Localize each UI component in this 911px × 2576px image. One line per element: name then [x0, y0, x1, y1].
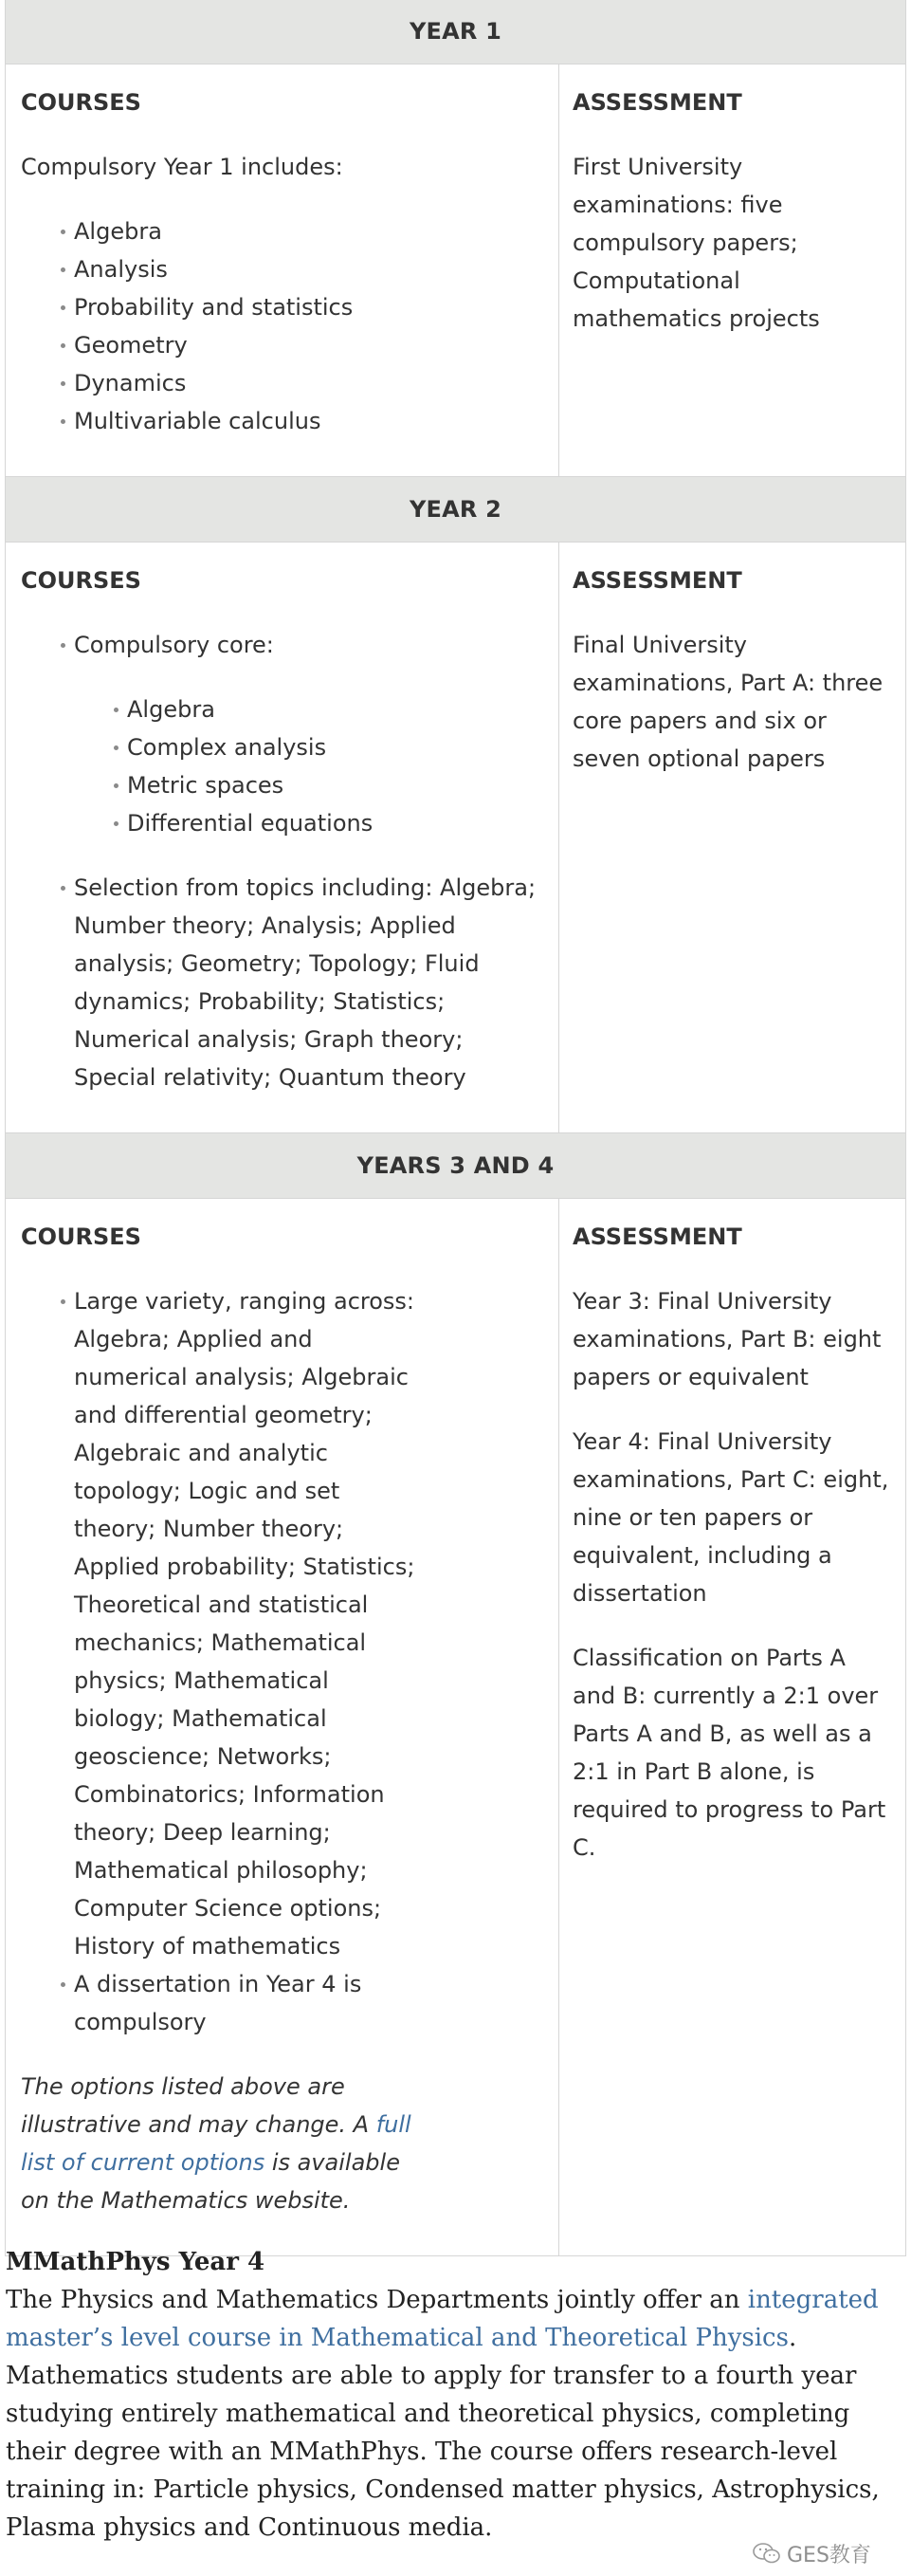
year3-assessment-text: Year 3: Final University examinations, Part B: eight papers or equivalent — [573, 1288, 882, 1390]
year2-selection-list — [21, 869, 545, 1096]
year2-course-list — [21, 626, 545, 664]
list-item: Algebra — [21, 212, 545, 250]
full-options-link[interactable]: full list of current options — [21, 2111, 411, 2176]
year1-courses-cell — [6, 64, 559, 477]
watermark — [753, 2540, 871, 2567]
year34-courses-label: COURSES — [21, 1224, 141, 1250]
year1-intro: Compulsory Year 1 includes: — [21, 154, 343, 180]
year1-courses-label: COURSES — [21, 89, 141, 116]
list-item: Metric spaces — [21, 766, 545, 804]
mmathphys-text-before: The Physics and Mathematics Departments jointly offer an — [6, 2286, 748, 2314]
options-note-before: The options listed above are illustrative and may change. A — [21, 2073, 376, 2138]
year2-assessment-cell — [559, 543, 906, 1133]
list-item: Analysis — [21, 250, 545, 288]
mmathphys-title: MMathPhys Year 4 — [6, 2248, 265, 2276]
options-note — [21, 2068, 416, 2219]
list-item: Multivariable calculus — [21, 402, 545, 440]
mmathphys-section — [6, 2243, 897, 2547]
year34-courses-cell — [6, 1199, 559, 2256]
watermark-text: GES教育 — [787, 2543, 871, 2567]
year2-assessment-label: ASSESSMENT — [573, 567, 742, 594]
list-item: Complex analysis — [21, 728, 545, 766]
course-structure-table — [5, 0, 906, 2256]
list-item: Large variety, ranging across: Algebra; Applied and numerical analysis; Algebraic and differential geometry; Algebraic and analytic topology; Logic and set theory; Number theory; Applied probability; Statistics; Theoretical and statistical mechanics; Mathematical physics; Mathematical biology; Mathematical geoscience; Networks; Combinatorics; Information theory; Deep learning; Mathematical philosophy; Computer Science options; History of mathematics — [21, 1282, 416, 1965]
options-note-after: is available on the Mathematics website. — [21, 2149, 400, 2214]
year2-courses-label: COURSES — [21, 567, 141, 594]
year1-course-list — [21, 212, 545, 440]
list-item: Geometry — [21, 326, 545, 364]
list-item: Selection from topics including: Algebra; Number theory; Analysis; Applied analysis; Geometry; Topology; Fluid dynamics; Probability; Statistics; Numerical analysis; Graph theory; Special relativity; Quantum theory — [21, 869, 545, 1096]
wechat-icon — [753, 2542, 781, 2565]
year1-assessment-label: ASSESSMENT — [573, 89, 742, 116]
year4-assessment-text: Year 4: Final University examinations, Part C: eight, nine or ten papers or equivalent, including a dissertation — [573, 1428, 889, 1607]
mmathphys-paragraph — [6, 2281, 897, 2547]
year1-heading: YEAR 1 — [6, 0, 906, 64]
year34-course-list — [21, 1282, 416, 2041]
mmathphys-course-link[interactable]: integrated master’s level course in Mathematical and Theoretical Physics — [6, 2286, 879, 2352]
mmathphys-text-after: . Mathematics students are able to apply for transfer to a fourth year studying entirely mathematical and theoretical physics, completing their degree with an MMathPhys. The course offers research-level training in: Particle physics, Condensed matter physics, Astrophysics, Plasma physics and Continuous media. — [6, 2324, 880, 2542]
year2-core-list — [21, 690, 545, 842]
year2-heading: YEAR 2 — [6, 477, 906, 543]
year34-heading: YEARS 3 AND 4 — [6, 1133, 906, 1199]
year34-assessment-cell — [559, 1199, 906, 2256]
list-item: A dissertation in Year 4 is compulsory — [21, 1965, 416, 2041]
year2-core-sublist-host — [21, 690, 545, 842]
list-item: Dynamics — [21, 364, 545, 402]
year2-courses-cell — [6, 543, 559, 1133]
year1-assessment-cell — [559, 64, 906, 477]
list-item: Compulsory core: — [21, 626, 545, 664]
year34-assessment-label: ASSESSMENT — [573, 1224, 742, 1250]
list-item: Algebra — [21, 690, 545, 728]
classification-text: Classification on Parts A and B: currently a 2:1 over Parts A and B, as well as a 2:1 in Part B alone, is required to progress to Part C. — [573, 1645, 886, 1861]
year1-assessment-text: First University examinations: five compulsory papers; Computational mathematics projects — [573, 154, 820, 332]
list-item: Probability and statistics — [21, 288, 545, 326]
list-item: Differential equations — [21, 804, 545, 842]
year2-assessment-text: Final University examinations, Part A: three core papers and six or seven optional papers — [573, 632, 884, 772]
